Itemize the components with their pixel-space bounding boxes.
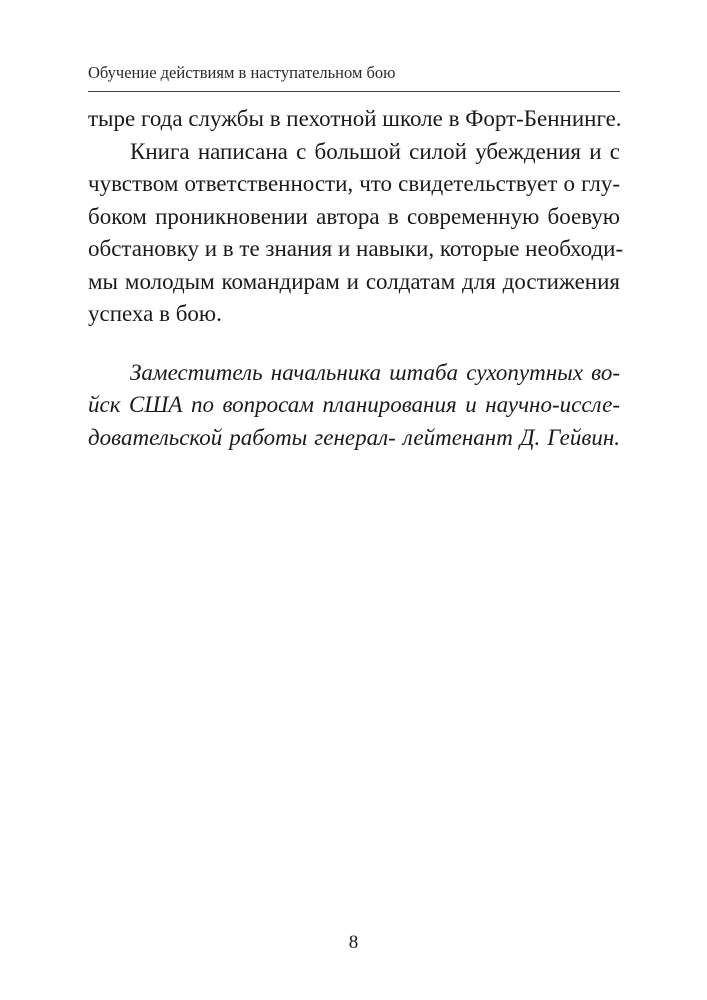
text-line: боком проникновении автора в современную боевую <box>88 203 620 229</box>
text-line: тыре года службы в пехотной школе в Форт-Беннинге. <box>88 106 622 131</box>
text-line: чувством ответственности, что свидетельствует о глу- <box>88 171 620 196</box>
page-number: 8 <box>348 932 359 953</box>
signature-line: йск США по вопросам планирования и научно-иссле- <box>88 392 620 417</box>
running-header: Обучение действиям в наступательном бою <box>88 63 396 82</box>
text-line: мы молодым командирам и солдатам для достижения <box>88 268 620 294</box>
text-line: Книга написана с большой силой убеждения и с <box>130 138 620 164</box>
signature-line: довательской работы генерал- лейтенант Д. Гейвин. <box>88 424 620 450</box>
signature-line: Заместитель начальника штаба сухопутных во- <box>130 359 620 385</box>
signature-block <box>88 357 620 455</box>
text-line: обстановку и в те знания и навыки, которые необходи- <box>88 236 624 261</box>
page-body <box>88 103 624 454</box>
header-divider <box>88 91 620 92</box>
text-line: успеха в бою. <box>88 301 222 326</box>
